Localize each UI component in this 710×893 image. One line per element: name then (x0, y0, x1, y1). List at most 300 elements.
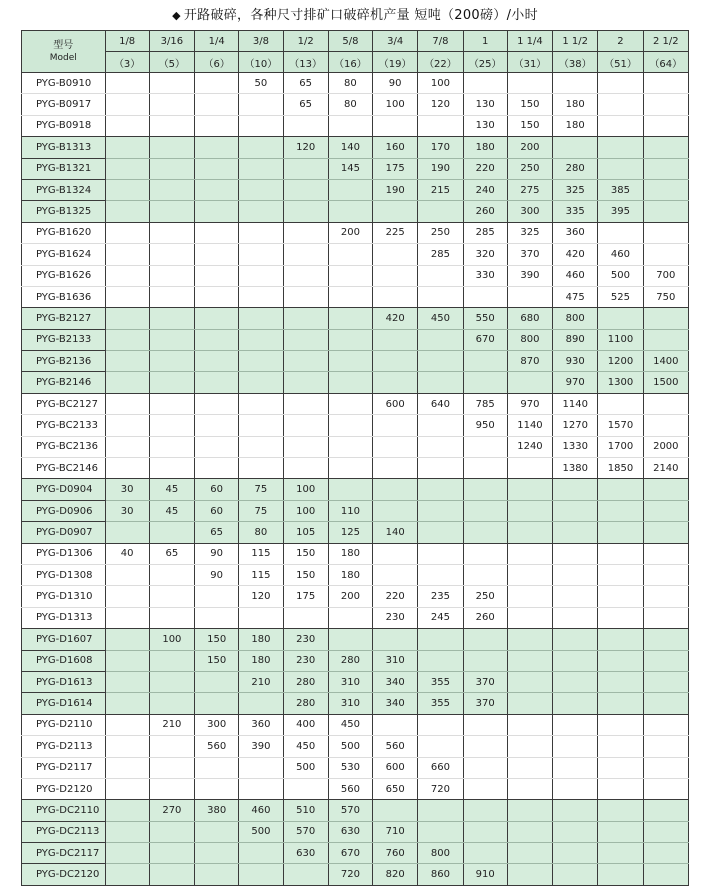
capacity-cell: 175 (283, 586, 328, 607)
size-inch-header: 7/8 (418, 31, 463, 52)
size-mm-header: （10） (239, 52, 283, 73)
size-mm-header: （19） (373, 52, 418, 73)
capacity-cell: 330 (463, 265, 507, 286)
capacity-cell (507, 714, 552, 735)
model-cell: PYG-BC2136 (22, 436, 106, 457)
capacity-cell (149, 586, 194, 607)
capacity-cell (149, 351, 194, 372)
capacity-cell (598, 393, 643, 414)
capacity-cell (239, 372, 283, 393)
capacity-cell: 1400 (643, 351, 688, 372)
capacity-cell: 750 (643, 286, 688, 307)
capacity-cell (239, 843, 283, 864)
capacity-cell: 175 (373, 158, 418, 179)
capacity-cell: 510 (283, 800, 328, 821)
capacity-cell (195, 607, 239, 628)
model-cell: PYG-B0910 (22, 73, 106, 94)
capacity-cell (553, 500, 598, 521)
capacity-cell (239, 222, 283, 243)
table-row (22, 564, 689, 585)
capacity-cell (195, 864, 239, 885)
header-row-inch (22, 31, 689, 52)
capacity-cell: 475 (553, 286, 598, 307)
capacity-cell: 145 (328, 158, 372, 179)
capacity-cell: 1270 (553, 415, 598, 436)
capacity-cell: 285 (463, 222, 507, 243)
capacity-cell (643, 158, 688, 179)
size-inch-header: 1/8 (105, 31, 149, 52)
diamond-bullet-icon: ◆ (172, 9, 181, 22)
capacity-cell (195, 329, 239, 350)
model-cell: PYG-B1624 (22, 244, 106, 265)
capacity-cell (463, 650, 507, 671)
capacity-cell (195, 351, 239, 372)
capacity-cell: 110 (328, 500, 372, 521)
capacity-cell (239, 607, 283, 628)
model-cell: PYG-DC2110 (22, 800, 106, 821)
capacity-cell (643, 543, 688, 564)
capacity-cell (239, 436, 283, 457)
capacity-cell: 150 (195, 650, 239, 671)
capacity-cell (105, 308, 149, 329)
capacity-cell (283, 265, 328, 286)
capacity-cell (643, 137, 688, 158)
capacity-cell (373, 479, 418, 500)
capacity-cell (195, 458, 239, 479)
capacity-cell: 300 (195, 714, 239, 735)
capacity-cell (328, 607, 372, 628)
capacity-cell (598, 222, 643, 243)
capacity-cell (195, 436, 239, 457)
capacity-cell (195, 778, 239, 799)
capacity-cell (598, 522, 643, 543)
capacity-cell (463, 800, 507, 821)
capacity-cell (418, 522, 463, 543)
capacity-cell (553, 137, 598, 158)
capacity-cell (149, 736, 194, 757)
capacity-cell (283, 158, 328, 179)
capacity-cell: 550 (463, 308, 507, 329)
capacity-cell (239, 137, 283, 158)
capacity-cell (283, 308, 328, 329)
capacity-cell (105, 629, 149, 650)
capacity-cell (463, 564, 507, 585)
capacity-cell (283, 179, 328, 200)
table-row (22, 586, 689, 607)
capacity-cell: 280 (283, 693, 328, 714)
capacity-cell: 90 (195, 564, 239, 585)
capacity-cell: 235 (418, 586, 463, 607)
capacity-cell (418, 115, 463, 136)
model-cell: PYG-BC2127 (22, 393, 106, 414)
capacity-cell: 650 (373, 778, 418, 799)
capacity-cell (105, 607, 149, 628)
capacity-cell (149, 73, 194, 94)
capacity-cell (105, 393, 149, 414)
capacity-cell (283, 286, 328, 307)
capacity-cell (507, 543, 552, 564)
capacity-cell (643, 73, 688, 94)
capacity-cell (598, 800, 643, 821)
table-row (22, 543, 689, 564)
capacity-cell (239, 94, 283, 115)
capacity-cell (418, 265, 463, 286)
capacity-cell (239, 286, 283, 307)
model-header-en: Model (49, 52, 77, 63)
capacity-cell (553, 864, 598, 885)
capacity-cell: 355 (418, 693, 463, 714)
capacity-cell (418, 286, 463, 307)
capacity-cell: 800 (553, 308, 598, 329)
capacity-cell (195, 286, 239, 307)
model-cell: PYG-B2136 (22, 351, 106, 372)
model-cell: PYG-D1608 (22, 650, 106, 671)
capacity-cell (105, 415, 149, 436)
capacity-cell (507, 800, 552, 821)
capacity-cell (643, 522, 688, 543)
capacity-cell (149, 158, 194, 179)
capacity-cell (105, 650, 149, 671)
capacity-cell: 720 (418, 778, 463, 799)
capacity-cell: 280 (553, 158, 598, 179)
table-row (22, 179, 689, 200)
capacity-cell: 230 (373, 607, 418, 628)
table-row (22, 158, 689, 179)
table-row (22, 458, 689, 479)
table-row (22, 843, 689, 864)
table-row (22, 864, 689, 885)
capacity-cell (507, 522, 552, 543)
capacity-cell: 220 (373, 586, 418, 607)
capacity-cell (463, 843, 507, 864)
size-inch-header: 3/8 (239, 31, 283, 52)
capacity-cell: 75 (239, 479, 283, 500)
capacity-cell (283, 244, 328, 265)
capacity-cell (507, 671, 552, 692)
capacity-cell: 190 (418, 158, 463, 179)
capacity-cell: 210 (239, 671, 283, 692)
capacity-cell (105, 436, 149, 457)
capacity-cell: 560 (195, 736, 239, 757)
capacity-cell (105, 73, 149, 94)
capacity-cell: 860 (418, 864, 463, 885)
capacity-cell (149, 137, 194, 158)
capacity-cell (373, 286, 418, 307)
table-row (22, 286, 689, 307)
capacity-cell: 100 (149, 629, 194, 650)
title-text: 开路破碎，各种尺寸排矿口破碎机产量 短吨（200磅）/小时 (183, 8, 538, 23)
capacity-cell (598, 73, 643, 94)
capacity-cell (283, 372, 328, 393)
table-row (22, 351, 689, 372)
capacity-cell (553, 73, 598, 94)
capacity-cell: 120 (418, 94, 463, 115)
capacity-cell (328, 458, 372, 479)
capacity-cell: 130 (463, 94, 507, 115)
capacity-cell (598, 778, 643, 799)
capacity-cell (643, 564, 688, 585)
capacity-cell (598, 479, 643, 500)
capacity-cell (328, 308, 372, 329)
capacity-cell (507, 757, 552, 778)
capacity-cell (105, 586, 149, 607)
capacity-cell (507, 821, 552, 842)
capacity-cell (463, 714, 507, 735)
capacity-cell (149, 757, 194, 778)
size-inch-header: 2 1/2 (643, 31, 688, 52)
capacity-cell (239, 778, 283, 799)
capacity-cell: 245 (418, 607, 463, 628)
size-inch-header: 1/4 (195, 31, 239, 52)
capacity-cell: 1570 (598, 415, 643, 436)
capacity-cell (283, 864, 328, 885)
capacity-cell (149, 265, 194, 286)
capacity-cell (598, 650, 643, 671)
capacity-cell: 180 (328, 564, 372, 585)
capacity-cell (149, 458, 194, 479)
capacity-cell: 500 (283, 757, 328, 778)
capacity-cell (149, 436, 194, 457)
size-mm-header: （22） (418, 52, 463, 73)
capacity-cell: 180 (239, 629, 283, 650)
capacity-cell (239, 351, 283, 372)
capacity-cell (463, 286, 507, 307)
capacity-cell (195, 265, 239, 286)
model-cell: PYG-B1321 (22, 158, 106, 179)
capacity-cell (149, 329, 194, 350)
capacity-cell (643, 393, 688, 414)
capacity-cell: 1700 (598, 436, 643, 457)
capacity-cell (195, 308, 239, 329)
capacity-cell: 65 (283, 94, 328, 115)
capacity-cell (328, 415, 372, 436)
capacity-cell (643, 415, 688, 436)
capacity-cell (418, 650, 463, 671)
capacity-cell: 630 (328, 821, 372, 842)
capacity-cell (643, 864, 688, 885)
capacity-cell: 260 (463, 607, 507, 628)
capacity-cell (643, 671, 688, 692)
capacity-cell: 370 (463, 693, 507, 714)
capacity-cell (239, 115, 283, 136)
capacity-cell (643, 714, 688, 735)
capacity-cell (195, 222, 239, 243)
capacity-cell: 180 (463, 137, 507, 158)
capacity-cell: 450 (418, 308, 463, 329)
capacity-cell (328, 115, 372, 136)
capacity-cell (643, 115, 688, 136)
table-row (22, 201, 689, 222)
capacity-cell: 140 (328, 137, 372, 158)
capacity-cell: 210 (149, 714, 194, 735)
capacity-cell: 2000 (643, 436, 688, 457)
capacity-cell (328, 201, 372, 222)
capacity-cell (507, 693, 552, 714)
capacity-cell (373, 115, 418, 136)
capacity-cell (463, 821, 507, 842)
capacity-cell: 320 (463, 244, 507, 265)
capacity-cell (373, 351, 418, 372)
capacity-cell: 670 (328, 843, 372, 864)
model-cell: PYG-D1613 (22, 671, 106, 692)
capacity-cell: 150 (283, 564, 328, 585)
capacity-cell (105, 222, 149, 243)
table-row (22, 137, 689, 158)
capacity-cell (105, 458, 149, 479)
capacity-cell (328, 372, 372, 393)
capacity-cell (463, 436, 507, 457)
capacity-cell (195, 821, 239, 842)
capacity-cell (149, 308, 194, 329)
capacity-cell (463, 73, 507, 94)
capacity-cell (463, 351, 507, 372)
table-header (22, 31, 689, 73)
capacity-cell: 80 (239, 522, 283, 543)
capacity-cell: 200 (328, 222, 372, 243)
capacity-cell: 760 (373, 843, 418, 864)
capacity-cell (283, 115, 328, 136)
capacity-cell: 340 (373, 693, 418, 714)
capacity-cell: 395 (598, 201, 643, 222)
capacity-cell: 450 (328, 714, 372, 735)
capacity-cell (105, 843, 149, 864)
capacity-cell (507, 843, 552, 864)
size-mm-header: （38） (553, 52, 598, 73)
capacity-cell: 600 (373, 757, 418, 778)
model-cell: PYG-B1626 (22, 265, 106, 286)
capacity-cell (418, 201, 463, 222)
capacity-cell: 180 (553, 94, 598, 115)
size-inch-header: 1/2 (283, 31, 328, 52)
capacity-cell (598, 137, 643, 158)
model-cell: PYG-B1325 (22, 201, 106, 222)
capacity-cell (507, 564, 552, 585)
size-mm-header: （64） (643, 52, 688, 73)
capacity-cell (553, 757, 598, 778)
capacity-cell: 420 (553, 244, 598, 265)
capacity-cell (418, 436, 463, 457)
capacity-cell (195, 372, 239, 393)
capacity-cell: 720 (328, 864, 372, 885)
capacity-cell (149, 864, 194, 885)
capacity-cell: 200 (328, 586, 372, 607)
capacity-cell (328, 286, 372, 307)
capacity-cell: 570 (283, 821, 328, 842)
capacity-cell (418, 351, 463, 372)
capacity-cell (463, 372, 507, 393)
capacity-cell (149, 286, 194, 307)
model-cell: PYG-D1306 (22, 543, 106, 564)
capacity-cell: 460 (239, 800, 283, 821)
capacity-cell: 270 (149, 800, 194, 821)
capacity-cell: 200 (507, 137, 552, 158)
capacity-cell: 360 (239, 714, 283, 735)
capacity-cell (195, 179, 239, 200)
capacity-cell: 660 (418, 757, 463, 778)
table-row (22, 821, 689, 842)
capacity-cell (328, 629, 372, 650)
capacity-cell: 450 (283, 736, 328, 757)
capacity-cell: 120 (239, 586, 283, 607)
capacity-cell: 80 (328, 73, 372, 94)
capacity-cell: 120 (283, 137, 328, 158)
model-cell: PYG-B2127 (22, 308, 106, 329)
header-row-mm (22, 52, 689, 73)
capacity-cell: 30 (105, 479, 149, 500)
capacity-cell (195, 757, 239, 778)
table-row (22, 244, 689, 265)
capacity-cell (553, 564, 598, 585)
capacity-cell (328, 244, 372, 265)
capacity-cell (598, 757, 643, 778)
capacity-cell (598, 94, 643, 115)
capacity-cell: 150 (507, 94, 552, 115)
capacity-cell (553, 714, 598, 735)
table-body (22, 73, 689, 886)
capacity-cell (149, 522, 194, 543)
capacity-cell (418, 736, 463, 757)
capacity-cell: 100 (283, 500, 328, 521)
capacity-cell (643, 778, 688, 799)
capacity-cell: 100 (418, 73, 463, 94)
capacity-cell (105, 115, 149, 136)
capacity-cell: 80 (328, 94, 372, 115)
capacity-cell (105, 137, 149, 158)
capacity-cell (507, 864, 552, 885)
capacity-cell (507, 736, 552, 757)
capacity-cell (598, 843, 643, 864)
model-cell: PYG-BC2146 (22, 458, 106, 479)
capacity-cell (643, 629, 688, 650)
capacity-cell: 285 (418, 244, 463, 265)
capacity-cell (418, 372, 463, 393)
capacity-cell (553, 821, 598, 842)
table-row (22, 671, 689, 692)
capacity-cell (463, 736, 507, 757)
capacity-cell: 700 (643, 265, 688, 286)
capacity-cell (553, 693, 598, 714)
capacity-cell: 65 (283, 73, 328, 94)
capacity-cell (418, 415, 463, 436)
table-row (22, 650, 689, 671)
capacity-cell (328, 436, 372, 457)
capacity-cell: 420 (373, 308, 418, 329)
capacity-cell: 370 (463, 671, 507, 692)
capacity-cell: 340 (373, 671, 418, 692)
capacity-cell (105, 778, 149, 799)
capacity-cell: 1140 (553, 393, 598, 414)
capacity-cell: 970 (507, 393, 552, 414)
capacity-cell: 45 (149, 500, 194, 521)
capacity-cell (373, 201, 418, 222)
capacity-cell (553, 778, 598, 799)
capacity-cell (283, 415, 328, 436)
capacity-cell (463, 458, 507, 479)
capacity-cell (105, 94, 149, 115)
capacity-cell: 180 (328, 543, 372, 564)
capacity-cell: 170 (418, 137, 463, 158)
capacity-cell (463, 500, 507, 521)
capacity-cell (598, 115, 643, 136)
capacity-cell: 1200 (598, 351, 643, 372)
capacity-cell (643, 201, 688, 222)
model-cell: PYG-D1308 (22, 564, 106, 585)
capacity-cell (328, 393, 372, 414)
model-cell: PYG-D2113 (22, 736, 106, 757)
capacity-cell (373, 543, 418, 564)
capacity-cell (373, 415, 418, 436)
model-cell: PYG-D0907 (22, 522, 106, 543)
